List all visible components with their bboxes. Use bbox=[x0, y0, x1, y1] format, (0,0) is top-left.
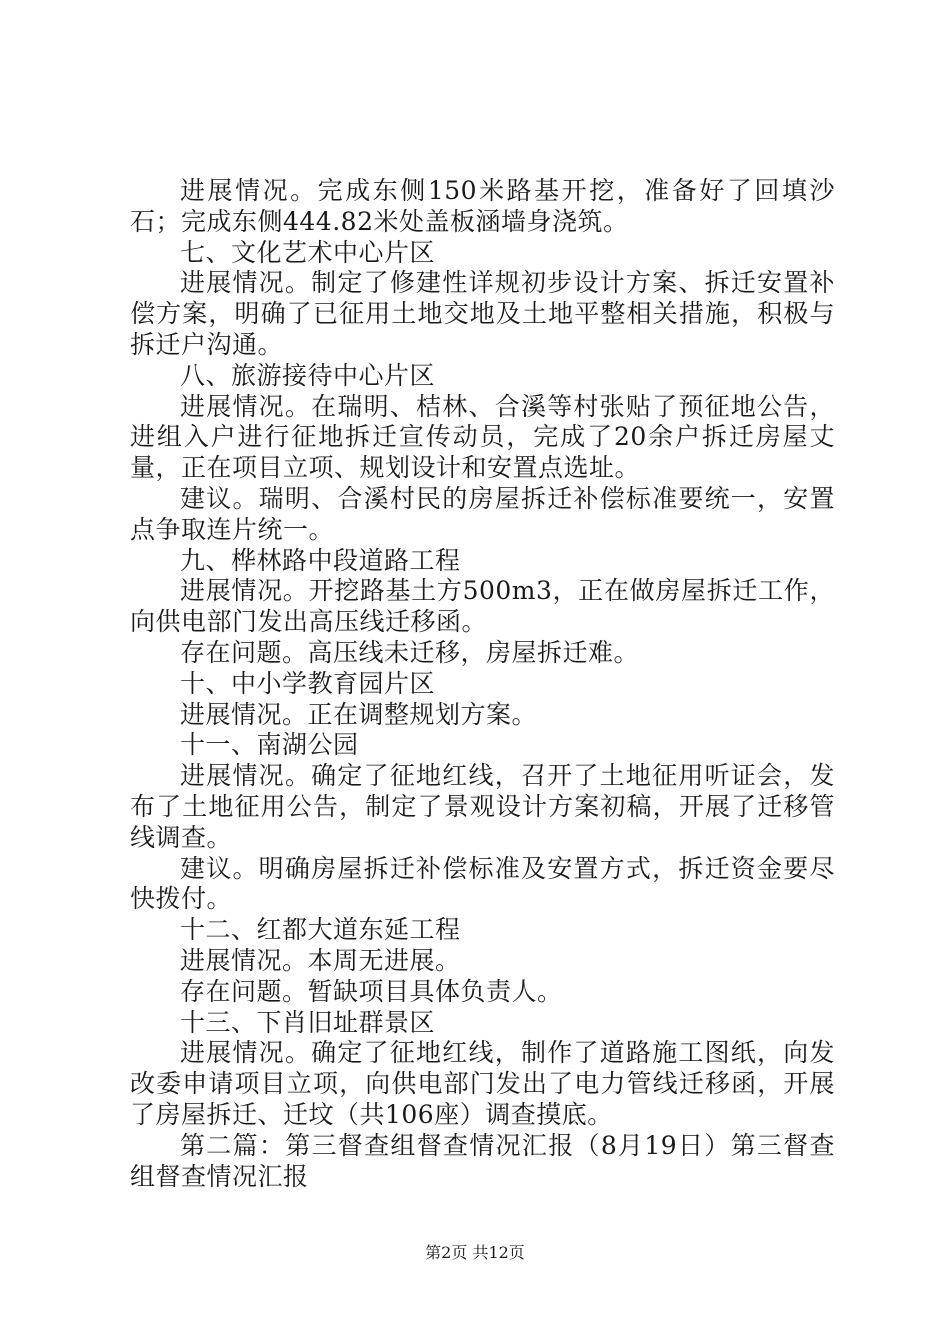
paragraph-progress-education-park: 进展情况。正在调整规划方案。 bbox=[180, 699, 538, 729]
heading-section-7: 七、文化艺术中心片区 bbox=[180, 237, 436, 267]
heading-section-12: 十二、红都大道东延工程 bbox=[180, 915, 461, 945]
page-footer bbox=[0, 1240, 950, 1263]
page-number-label: 第2页 共12页 bbox=[425, 1243, 525, 1262]
heading-section-13: 十三、下肖旧址群景区 bbox=[180, 1007, 436, 1037]
paragraph-progress-east-roadbed: 进展情况。完成东侧150米路基开挖，准备好了回填沙石；完成东侧444.82米处盖板涵墙身浇筑。 bbox=[130, 176, 835, 236]
paragraph-issue-hualin-road: 存在问题。高压线未迁移，房屋拆迁难。 bbox=[180, 637, 640, 667]
paragraph-suggestion-nanhu-park: 建议。明确房屋拆迁补偿标准及安置方式，拆迁资金要尽快拨付。 bbox=[130, 853, 835, 914]
paragraph-progress-nanhu-park: 进展情况。确定了征地红线，召开了土地征用听证会，发布了土地征用公告，制定了景观设计方案初稿，开展了迁移管线调查。 bbox=[130, 761, 835, 852]
paragraph-progress-hongdu-avenue: 进展情况。本周无进展。 bbox=[180, 945, 461, 975]
paragraph-part-two-title: 第二篇：第三督查组督查情况汇报（8月19日）第三督查组督查情况汇报 bbox=[130, 1130, 835, 1191]
paragraph-issue-hongdu-avenue: 存在问题。暂缺项目具体负责人。 bbox=[180, 976, 563, 1006]
paragraph-progress-xiaxiao-site: 进展情况。确定了征地红线，制作了道路施工图纸，向发改委申请项目立项，向供电部门发出了电力管线迁移函，开展了房屋拆迁、迁坟（共106座）调查摸底。 bbox=[130, 1038, 835, 1129]
paragraph-suggestion-tourism-center: 建议。瑞明、合溪村民的房屋拆迁补偿标准要统一，安置点争取连片统一。 bbox=[130, 483, 835, 544]
document-body bbox=[130, 176, 835, 1192]
paragraph-progress-culture-center: 进展情况。制定了修建性详规初步设计方案、拆迁安置补偿方案，明确了已征用土地交地及土地平整相关措施，积极与拆迁户沟通。 bbox=[130, 268, 835, 359]
heading-section-8: 八、旅游接待中心片区 bbox=[180, 360, 436, 390]
paragraph-progress-hualin-road: 进展情况。开挖路基土方500m3，正在做房屋拆迁工作，向供电部门发出高压线迁移函。 bbox=[130, 576, 835, 637]
heading-section-9: 九、桦林路中段道路工程 bbox=[180, 545, 461, 575]
heading-section-11: 十一、南湖公园 bbox=[180, 730, 359, 760]
heading-section-10: 十、中小学教育园片区 bbox=[180, 668, 436, 698]
paragraph-progress-tourism-center: 进展情况。在瑞明、桔林、合溪等村张贴了预征地公告，进组入户进行征地拆迁宣传动员，完成了20余户拆迁房屋丈量，正在项目立项、规划设计和安置点选址。 bbox=[130, 391, 835, 483]
